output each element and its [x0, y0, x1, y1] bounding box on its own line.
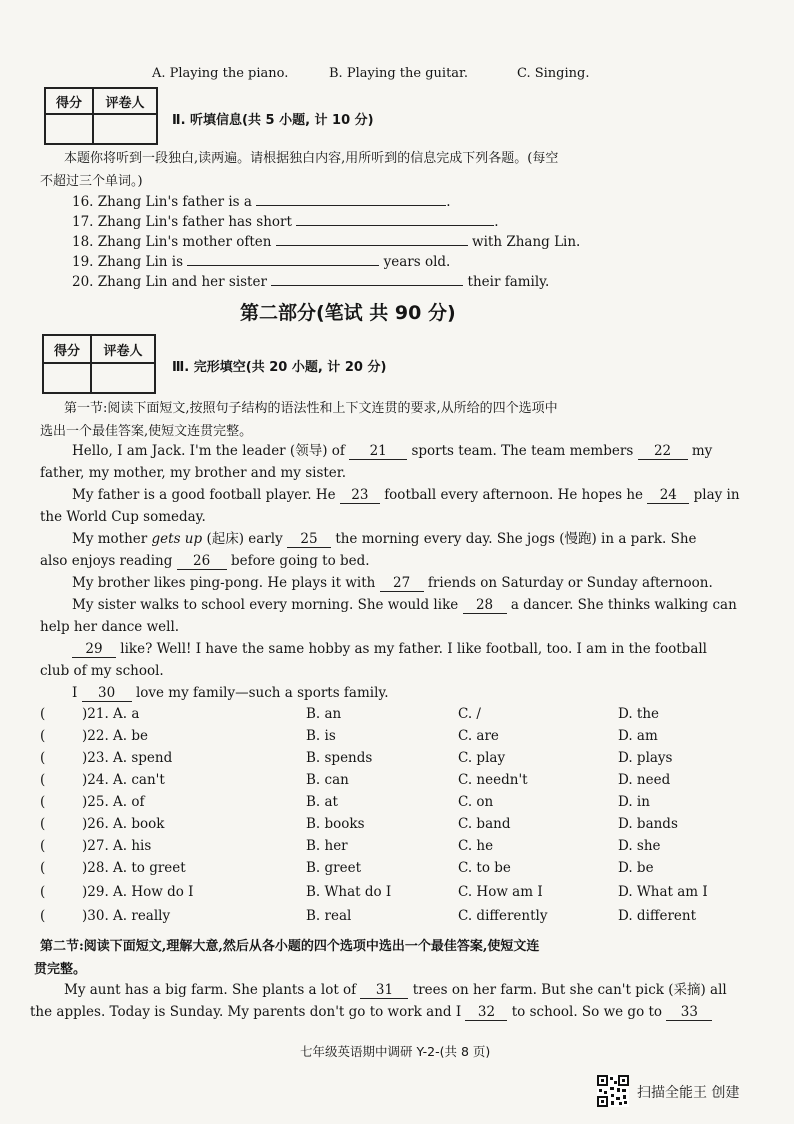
text: sports team. The team members [411, 443, 634, 459]
top-option-b: B. Playing the guitar. [329, 66, 468, 81]
option-row-26 [40, 816, 740, 838]
answer-paren[interactable]: ( [40, 884, 46, 900]
part2-instruction-2: 贯完整。 [34, 962, 87, 977]
q16-end: . [446, 194, 451, 210]
text: play in [693, 487, 740, 503]
blank-30[interactable]: 30 [82, 685, 132, 702]
passage-line-8 [72, 594, 737, 616]
text: My father is a good football player. He [72, 487, 336, 503]
q18-text: 18. Zhang Lin's mother often [72, 234, 272, 250]
option-b[interactable]: B. an [306, 706, 342, 722]
page-footer: 七年级英语期中调研 Y-2-(共 8 页) [300, 1044, 491, 1059]
option-d[interactable]: D. in [618, 794, 650, 810]
option-a[interactable]: )26. A. book [82, 816, 165, 832]
option-row-27 [40, 838, 740, 860]
option-c[interactable]: C. play [458, 750, 506, 766]
text: My sister walks to school every morning. She would like [72, 597, 459, 613]
option-b[interactable]: B. books [306, 816, 365, 832]
text: football every afternoon. He hopes he [384, 487, 644, 503]
option-row-23 [40, 750, 740, 772]
text: trees on her farm. But she can't pick (采摘) all [412, 982, 727, 998]
q19-end: years old. [383, 254, 451, 270]
option-b[interactable]: B. can [306, 772, 349, 788]
answer-paren[interactable]: ( [40, 750, 46, 766]
option-d[interactable]: D. need [618, 772, 671, 788]
top-option-c: C. Singing. [517, 66, 590, 81]
option-a[interactable]: )30. A. really [82, 908, 171, 924]
answer-paren[interactable]: ( [40, 816, 46, 832]
passage-line-4 [40, 506, 206, 528]
text: club of my school. [40, 663, 164, 679]
passage-line-10 [72, 638, 707, 660]
grader-cell[interactable] [93, 114, 157, 144]
text: the apples. Today is Sunday. My parents don't go to work and I [30, 1004, 462, 1020]
top-option-a: A. Playing the piano. [152, 66, 289, 81]
option-c[interactable]: C. / [458, 706, 481, 722]
q17-blank[interactable] [296, 209, 494, 226]
q18-blank[interactable] [276, 229, 468, 246]
passage-line-3 [72, 484, 740, 506]
text: friends on Saturday or Sunday afternoon. [427, 575, 713, 591]
qr-code-icon [597, 1075, 629, 1107]
text: My aunt has a big farm. She plants a lot of [64, 982, 357, 998]
answer-paren[interactable]: ( [40, 838, 46, 854]
passage2-line-2 [30, 1001, 712, 1023]
grader-header: 评卷人 [93, 88, 157, 114]
option-b[interactable]: B. her [306, 838, 348, 854]
question-20 [72, 269, 549, 293]
score-cell[interactable] [45, 114, 93, 144]
passage-line-12 [72, 682, 389, 704]
grader-header: 评卷人 [91, 335, 155, 363]
blank-24[interactable]: 24 [647, 487, 689, 504]
option-row-28 [40, 860, 740, 882]
q17-text: 17. Zhang Lin's father has short [72, 214, 292, 230]
option-b[interactable]: B. What do I [306, 884, 392, 900]
option-b[interactable]: B. is [306, 728, 336, 744]
q19-blank[interactable] [187, 249, 379, 266]
text: to school. So we go to [511, 1004, 663, 1020]
score-cell[interactable] [43, 363, 91, 393]
blank-29[interactable]: 29 [72, 641, 116, 658]
italic-text: gets up [151, 531, 203, 547]
option-c[interactable]: C. he [458, 838, 494, 854]
option-a[interactable]: )27. A. his [82, 838, 152, 854]
option-c[interactable]: C. on [458, 794, 494, 810]
option-a[interactable]: )24. A. can't [82, 772, 165, 788]
answer-paren[interactable]: ( [40, 772, 46, 788]
option-a[interactable]: )21. A. a [82, 706, 140, 722]
blank-28[interactable]: 28 [463, 597, 507, 614]
option-d[interactable]: D. the [618, 706, 660, 722]
text: father, my mother, my brother and my sister. [40, 465, 347, 481]
text: like? Well! I have the same hobby as my father. I like football, too. I am in the football [120, 641, 707, 657]
option-c[interactable]: C. to be [458, 860, 511, 876]
option-b[interactable]: B. greet [306, 860, 362, 876]
q19-text: 19. Zhang Lin is [72, 254, 184, 270]
blank-27[interactable]: 27 [380, 575, 424, 592]
answer-paren[interactable]: ( [40, 728, 46, 744]
option-d[interactable]: D. be [618, 860, 654, 876]
blank-25[interactable]: 25 [287, 531, 331, 548]
blank-33[interactable]: 33 [666, 1004, 712, 1021]
passage2-line-1 [64, 979, 727, 1001]
option-a[interactable]: )23. A. spend [82, 750, 173, 766]
text: Hello, I am Jack. I'm the leader (领导) of [72, 443, 345, 459]
score-table-2 [42, 334, 156, 394]
option-d[interactable]: D. What am I [618, 884, 708, 900]
q18-end: with Zhang Lin. [472, 234, 581, 250]
option-c[interactable]: C. needn't [458, 772, 528, 788]
passage-line-6 [40, 550, 370, 572]
option-c[interactable]: C. How am I [458, 884, 543, 900]
option-d[interactable]: D. different [618, 908, 697, 924]
text: a dancer. She thinks walking can [510, 597, 737, 613]
option-row-29 [40, 884, 740, 906]
option-row-22 [40, 728, 740, 750]
answer-paren[interactable]: ( [40, 860, 46, 876]
blank-31[interactable]: 31 [360, 982, 408, 999]
blank-23[interactable]: 23 [340, 487, 380, 504]
part2-instruction-1: 第二节:阅读下面短文,理解大意,然后从各小题的四个选项中选出一个最佳答案,使短文连 [40, 939, 540, 954]
text: My mother [72, 531, 148, 547]
section3-title: Ⅲ. 完形填空(共 20 小题, 计 20 分) [172, 360, 387, 375]
option-row-24 [40, 772, 740, 794]
text: (起床) early [206, 531, 283, 547]
text: the morning every day. She jogs (慢跑) in a park. She [335, 531, 697, 547]
part1-instruction-1: 第一节:阅读下面短文,按照句子结构的语法性和上下文连贯的要求,从所给的四个选项中 [64, 401, 558, 416]
option-b[interactable]: B. spends [306, 750, 373, 766]
option-d[interactable]: D. am [618, 728, 658, 744]
option-row-21 [40, 706, 740, 728]
option-row-25 [40, 794, 740, 816]
q20-end: their family. [467, 274, 550, 290]
blank-22[interactable]: 22 [638, 443, 688, 460]
passage-line-11 [40, 660, 164, 682]
text: love my family—such a sports family. [135, 685, 389, 701]
passage-line-2 [40, 462, 346, 484]
grader-cell[interactable] [91, 363, 155, 393]
text: the World Cup someday. [40, 509, 206, 525]
blank-32[interactable]: 32 [465, 1004, 507, 1021]
section2-instruction-2: 不超过三个单词。) [40, 174, 143, 189]
score-header: 得分 [43, 335, 91, 363]
option-c[interactable]: C. are [458, 728, 499, 744]
text: My brother likes ping-pong. He plays it with [72, 575, 376, 591]
option-b[interactable]: B. at [306, 794, 338, 810]
option-c[interactable]: C. differently [458, 908, 548, 924]
text: also enjoys reading [40, 553, 173, 569]
text: before going to bed. [230, 553, 370, 569]
part1-instruction-2: 选出一个最佳答案,使短文连贯完整。 [40, 424, 253, 439]
text: I [72, 685, 78, 701]
q16-blank[interactable] [256, 189, 446, 206]
score-header: 得分 [45, 88, 93, 114]
option-d[interactable]: D. she [618, 838, 661, 854]
blank-21[interactable]: 21 [349, 443, 407, 460]
option-d[interactable]: D. bands [618, 816, 678, 832]
text: help her dance well. [40, 619, 180, 635]
part2-title: 第二部分(笔试 共 90 分) [240, 302, 456, 324]
passage-line-5 [72, 528, 697, 550]
option-row-30 [40, 908, 740, 930]
option-b[interactable]: B. real [306, 908, 352, 924]
answer-paren[interactable]: ( [40, 706, 46, 722]
passage-line-9 [40, 616, 179, 638]
score-table-1 [44, 87, 158, 145]
option-d[interactable]: D. plays [618, 750, 673, 766]
option-a[interactable]: )29. A. How do I [82, 884, 194, 900]
section2-instruction-1: 本题你将听到一段独白,读两遍。请根据独白内容,用所听到的信息完成下列各题。(每空 [64, 151, 559, 166]
text: my [691, 443, 713, 459]
option-a[interactable]: )25. A. of [82, 794, 145, 810]
scanner-watermark: 扫描全能王 创建 [637, 1085, 740, 1101]
option-a[interactable]: )28. A. to greet [82, 860, 186, 876]
q17-end: . [494, 214, 499, 230]
answer-paren[interactable]: ( [40, 794, 46, 810]
option-a[interactable]: )22. A. be [82, 728, 148, 744]
option-c[interactable]: C. band [458, 816, 511, 832]
section2-title: Ⅱ. 听填信息(共 5 小题, 计 10 分) [172, 113, 374, 128]
passage-line-1 [72, 440, 712, 462]
q16-text: 16. Zhang Lin's father is a [72, 194, 252, 210]
q20-blank[interactable] [271, 269, 463, 286]
passage-line-7 [72, 572, 713, 594]
blank-26[interactable]: 26 [177, 553, 227, 570]
q20-text: 20. Zhang Lin and her sister [72, 274, 267, 290]
answer-paren[interactable]: ( [40, 908, 46, 924]
